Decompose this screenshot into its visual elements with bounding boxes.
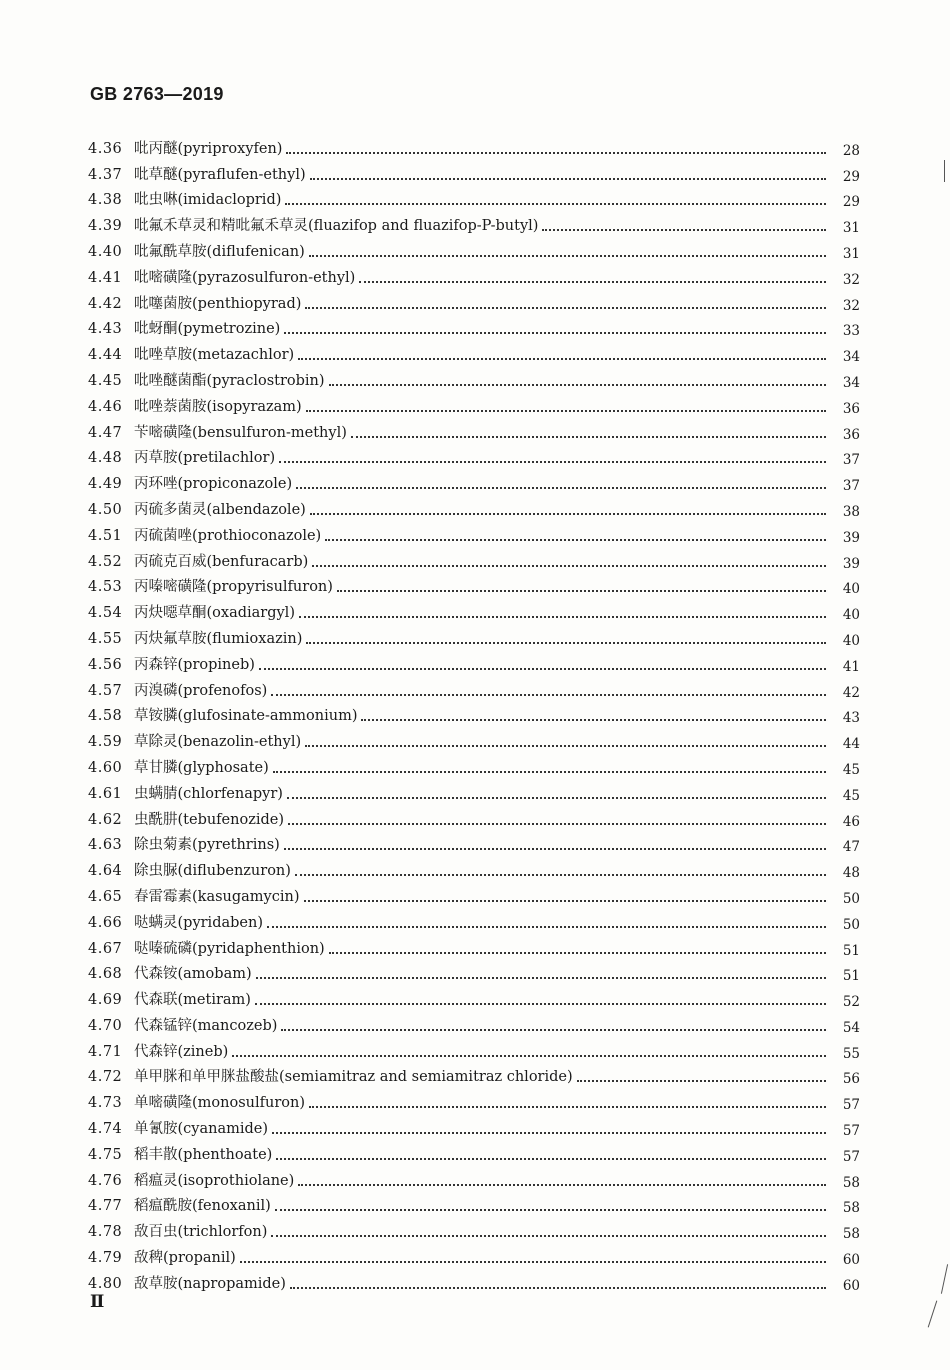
toc-entry [88,340,860,366]
toc-entry [88,1037,860,1063]
toc-entry-title: 敌草胺(napropamide) [134,1275,286,1292]
dot-leader [359,281,826,283]
toc-entry [88,882,860,908]
toc-entry [88,1192,860,1218]
toc-entry-page: 58 [842,1174,860,1191]
toc-entry [88,934,860,960]
toc-entry-page: 54 [842,1019,860,1036]
toc-entry [88,495,860,521]
toc-entry-title: 单嘧磺隆(monosulfuron) [134,1095,305,1112]
toc-entry [88,1217,860,1243]
toc-entry-title: 丙炔噁草酮(oxadiargyl) [134,605,295,622]
toc-entry-number: 4.53 [88,579,123,596]
toc-entry-title: 虫酰肼(tebufenozide) [134,811,284,828]
toc-entry-number: 4.67 [88,940,123,957]
toc-entry-number: 4.69 [88,992,123,1009]
toc-entry-number: 4.49 [88,476,123,493]
dot-leader [232,1055,826,1057]
toc-entry-page: 48 [842,865,860,882]
toc-entry-number: 4.37 [88,166,123,183]
toc-entry [88,805,860,831]
toc-entry [88,160,860,186]
toc-entry-page: 44 [842,736,860,753]
toc-entry-title: 哒嗪硫磷(pyridaphenthion) [134,940,325,957]
toc-entry-number: 4.61 [88,785,123,802]
toc-entry [88,831,860,857]
toc-entry-page: 58 [842,1200,860,1217]
toc-entry-title: 丙草胺(pretilachlor) [134,450,276,467]
toc-entry-title: 敌稗(propanil) [134,1250,236,1267]
dot-leader [542,229,826,231]
toc-entry-page: 51 [842,968,860,985]
toc-entry [88,392,860,418]
dot-leader [306,410,826,412]
toc-entry-number: 4.39 [88,218,123,235]
toc-entry-page: 33 [842,323,860,340]
toc-entry-page: 41 [842,658,860,675]
dot-leader [299,616,826,618]
toc-entry-page: 55 [842,1045,860,1062]
toc-entry-title: 稻丰散(phenthoate) [134,1146,273,1163]
toc-entry-title: 草除灵(benazolin-ethyl) [134,734,302,751]
toc-entry-page: 39 [842,529,860,546]
toc-entry-title: 丙溴磷(profenofos) [134,682,268,699]
toc-entry-title: 单甲脒和单甲脒盐酸盐(semiamitraz and semiamitraz chloride) [134,1069,573,1086]
dot-leader [329,384,826,386]
toc-entry-title: 丙硫菌唑(prothioconazole) [134,527,322,544]
dot-leader [255,1003,826,1005]
toc-entry [88,211,860,237]
toc-entry-number: 4.57 [88,682,123,699]
toc-entry-page: 51 [842,942,860,959]
dot-leader [351,436,826,438]
toc-entry-number: 4.62 [88,811,123,828]
toc-entry-title: 丙环唑(propiconazole) [134,476,293,493]
toc-entry-number: 4.78 [88,1224,123,1241]
toc-entry-page: 60 [842,1277,860,1294]
toc-entry [88,469,860,495]
dot-leader [577,1080,826,1082]
dot-leader [310,513,826,515]
toc-entry-title: 单氰胺(cyanamide) [134,1121,269,1138]
toc-entry [88,856,860,882]
toc-entry [88,444,860,470]
page-number-roman: Ⅱ [90,1292,105,1312]
toc-entry-title: 吡氟酰草胺(diflufenican) [134,243,305,260]
dot-leader [240,1261,826,1263]
toc-entry-page: 57 [842,1148,860,1165]
toc-entry-number: 4.46 [88,398,123,415]
toc-entry-number: 4.70 [88,1017,123,1034]
dot-leader [310,178,826,180]
toc-entry-page: 31 [842,245,860,262]
dot-leader [286,152,826,154]
toc-entry-page: 45 [842,761,860,778]
dot-leader [279,461,826,463]
toc-entry-number: 4.44 [88,347,123,364]
toc-entry [88,1114,860,1140]
toc-entry-number: 4.72 [88,1069,123,1086]
toc-entry-page: 45 [842,787,860,804]
toc-entry-page: 47 [842,839,860,856]
toc-entry-page: 29 [842,168,860,185]
toc-entry-title: 稻瘟灵(isoprothiolane) [134,1172,295,1189]
toc-entry [88,779,860,805]
toc-entry-number: 4.59 [88,734,123,751]
toc-entry [88,624,860,650]
dot-leader [295,874,826,876]
toc-entry-title: 代森锰锌(mancozeb) [134,1017,278,1034]
toc-entry [88,676,860,702]
toc-entry-title: 哒螨灵(pyridaben) [134,914,263,931]
toc-entry-page: 37 [842,452,860,469]
toc-entry-title: 丙炔氟草胺(flumioxazin) [134,630,303,647]
toc-entry-page: 40 [842,607,860,624]
dot-leader [361,719,826,721]
dot-leader [312,565,826,567]
toc-entry-page: 40 [842,632,860,649]
toc-entry [88,960,860,986]
toc-entry-page: 52 [842,994,860,1011]
toc-entry-number: 4.52 [88,553,123,570]
toc-entry-title: 丙硫多菌灵(albendazole) [134,501,306,518]
dot-leader [271,694,826,696]
toc-entry-title: 吡丙醚(pyriproxyfen) [134,140,283,157]
dot-leader [272,1132,826,1134]
toc-entry-number: 4.79 [88,1250,123,1267]
toc-entry-page: 39 [842,555,860,572]
dot-leader [281,1029,826,1031]
dot-leader [284,332,826,334]
toc-entry [88,727,860,753]
toc-entry-title: 丙嗪嘧磺隆(propyrisulfuron) [134,579,333,596]
toc-entry-number: 4.71 [88,1043,123,1060]
toc-entry-page: 42 [842,684,860,701]
toc-entry [88,650,860,676]
toc-entry-title: 吡氟禾草灵和精吡氟禾草灵(fluazifop and fluazifop-P-butyl) [134,218,539,235]
toc-entry-number: 4.41 [88,269,123,286]
toc-entry-title: 苄嘧磺隆(bensulfuron-methyl) [134,424,347,441]
dot-leader [284,848,826,850]
toc-entry-number: 4.68 [88,966,123,983]
toc-entry-title: 吡唑草胺(metazachlor) [134,347,295,364]
dot-leader [271,1235,826,1237]
dot-leader [276,1158,826,1160]
toc-entry-number: 4.45 [88,372,123,389]
toc-entry [88,1088,860,1114]
scan-mark [941,1264,948,1294]
toc-entry [88,573,860,599]
toc-entry-number: 4.47 [88,424,123,441]
toc-entry-number: 4.63 [88,837,123,854]
toc-entry-title: 吡草醚(pyraflufen-ethyl) [134,166,306,183]
toc-entry-page: 31 [842,220,860,237]
toc-entry-title: 草铵膦(glufosinate-ammonium) [134,708,358,725]
toc-entry-number: 4.73 [88,1095,123,1112]
toc-entry-title: 除虫菊素(pyrethrins) [134,837,280,854]
toc-entry-title: 代森锌(zineb) [134,1043,229,1060]
dot-leader [329,952,826,954]
toc-entry-number: 4.60 [88,759,123,776]
dot-leader [288,823,826,825]
toc-entry [88,908,860,934]
scan-mark [928,1301,938,1328]
toc-entry [88,521,860,547]
toc-entry-page: 34 [842,374,860,391]
toc-entry [88,186,860,212]
toc-entry-number: 4.48 [88,450,123,467]
toc-entry [88,985,860,1011]
toc-entry-page: 36 [842,426,860,443]
toc-entry-title: 虫螨腈(chlorfenapyr) [134,785,283,802]
toc-entry [88,1140,860,1166]
toc-entry-title: 敌百虫(trichlorfon) [134,1224,268,1241]
toc-entry-number: 4.55 [88,630,123,647]
dot-leader [305,307,826,309]
toc-entry [88,1269,860,1295]
toc-entry-page: 36 [842,400,860,417]
toc-entry-number: 4.76 [88,1172,123,1189]
toc-entry-number: 4.50 [88,501,123,518]
scan-mark [944,160,945,182]
toc-entry-number: 4.40 [88,243,123,260]
table-of-contents [88,134,860,1295]
toc-entry-title: 吡噻菌胺(penthiopyrad) [134,295,302,312]
toc-entry-page: 28 [842,142,860,159]
dot-leader [298,1184,826,1186]
toc-entry-title: 吡蚜酮(pymetrozine) [134,321,281,338]
toc-entry-page: 50 [842,916,860,933]
toc-entry-page: 56 [842,1071,860,1088]
toc-entry-title: 代森铵(amobam) [134,966,252,983]
toc-entry [88,134,860,160]
toc-entry-number: 4.80 [88,1275,123,1292]
toc-entry [88,547,860,573]
toc-entry-title: 吡唑萘菌胺(isopyrazam) [134,398,302,415]
toc-entry-title: 吡唑醚菌酯(pyraclostrobin) [134,372,325,389]
toc-entry [88,753,860,779]
toc-entry-title: 草甘膦(glyphosate) [134,759,269,776]
toc-entry-number: 4.74 [88,1121,123,1138]
toc-entry-title: 代森联(metiram) [134,992,251,1009]
toc-entry [88,263,860,289]
dot-leader [287,797,826,799]
toc-entry-page: 40 [842,581,860,598]
toc-entry [88,1243,860,1269]
toc-entry [88,598,860,624]
toc-entry-number: 4.66 [88,914,123,931]
document-code-header: GB 2763—2019 [90,84,224,104]
dot-leader [273,771,826,773]
toc-entry-page: 32 [842,271,860,288]
dot-leader [309,255,826,257]
dot-leader [298,358,826,360]
dot-leader [267,926,826,928]
toc-entry-page: 57 [842,1123,860,1140]
dot-leader [285,203,826,205]
toc-entry-title: 丙森锌(propineb) [134,656,255,673]
toc-entry [88,237,860,263]
dot-leader [325,539,826,541]
toc-entry [88,366,860,392]
toc-entry-page: 43 [842,710,860,727]
toc-entry-title: 吡虫啉(imidacloprid) [134,192,282,209]
toc-entry-number: 4.36 [88,140,123,157]
toc-entry [88,418,860,444]
dot-leader [309,1106,826,1108]
toc-entry-number: 4.43 [88,321,123,338]
toc-entry-page: 58 [842,1226,860,1243]
dot-leader [304,900,827,902]
toc-entry [88,702,860,728]
toc-entry-title: 稻瘟酰胺(fenoxanil) [134,1198,271,1215]
toc-entry-title: 丙硫克百威(benfuracarb) [134,553,309,570]
toc-entry-number: 4.54 [88,605,123,622]
toc-entry-title: 吡嘧磺隆(pyrazosulfuron-ethyl) [134,269,356,286]
dot-leader [256,977,826,979]
dot-leader [290,1287,826,1289]
toc-entry-number: 4.58 [88,708,123,725]
toc-entry-page: 46 [842,813,860,830]
toc-entry-number: 4.77 [88,1198,123,1215]
toc-entry-page: 37 [842,478,860,495]
dot-leader [306,642,826,644]
toc-entry [88,1166,860,1192]
dot-leader [337,590,826,592]
toc-entry-number: 4.75 [88,1146,123,1163]
toc-entry-number: 4.38 [88,192,123,209]
toc-entry-number: 4.56 [88,656,123,673]
toc-entry-page: 38 [842,503,860,520]
dot-leader [259,668,826,670]
toc-entry [88,315,860,341]
toc-entry-number: 4.42 [88,295,123,312]
toc-entry-page: 57 [842,1097,860,1114]
dot-leader [275,1209,826,1211]
toc-entry [88,289,860,315]
dot-leader [296,487,826,489]
toc-entry-page: 32 [842,297,860,314]
toc-entry-number: 4.51 [88,527,123,544]
toc-entry-page: 34 [842,349,860,366]
toc-entry-title: 春雷霉素(kasugamycin) [134,888,300,905]
toc-entry-number: 4.64 [88,863,123,880]
toc-entry [88,1011,860,1037]
toc-entry-page: 50 [842,890,860,907]
dot-leader [305,745,826,747]
toc-entry-page: 29 [842,194,860,211]
toc-entry-page: 60 [842,1252,860,1269]
toc-entry [88,1063,860,1089]
toc-entry-number: 4.65 [88,888,123,905]
toc-entry-title: 除虫脲(diflubenzuron) [134,863,291,880]
